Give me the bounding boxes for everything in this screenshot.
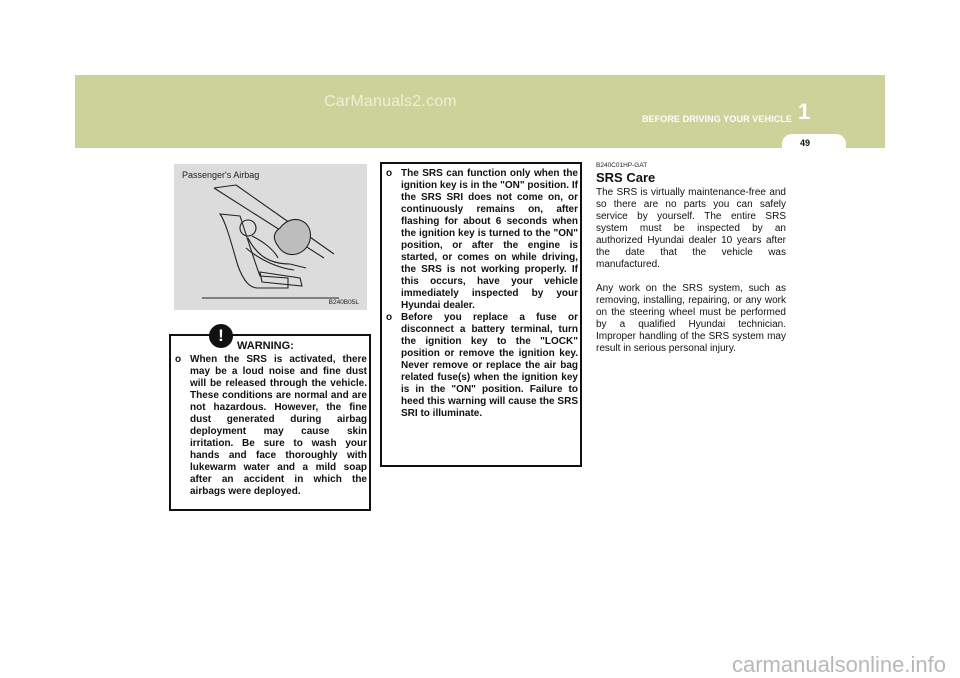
airbag-illustration xyxy=(174,164,367,310)
page-number: 49 xyxy=(799,138,810,148)
body-paragraph: The SRS is virtually maintenance-free and so there are no parts you can safely service by yourself. The entire SRS system must be inspected by an authorized Hyundai dealer 10 years after the date that the vehicle was manufactured. xyxy=(596,187,786,270)
notice-item xyxy=(386,168,578,312)
section-number: 1 xyxy=(798,99,811,124)
warning-item xyxy=(175,354,367,498)
notice-text: The SRS can function only when the ignition key is in the "ON" position. If the SRS SRI does not come on, or continuously remains on, after flashing for about 6 seconds when the ignition key is turned to the "ON" position, or after the engine is started, or comes on while driving, the SRS is not working properly. If this occurs, have your vehicle immediately inspected by your Hyundai dealer. xyxy=(401,168,578,311)
figure-code: B240B05L xyxy=(328,299,359,306)
body-paragraph: Any work on the SRS system, such as removing, installing, repairing, or any work on the steering wheel must be performed by a qualified Hyundai technician. Improper handling of the SRS system may result in serious personal injury. xyxy=(596,283,786,354)
warning-box xyxy=(169,326,371,511)
page-header-band xyxy=(75,75,885,148)
srs-notice-box xyxy=(380,162,582,467)
warning-text: When the SRS is activated, there may be a loud noise and fine dust will be released through the vehicle. These conditions are normal and are not hazardous. However, the fine dust generated during airbag deployment may cause skin irritation. Be sure to wash your hands and face thoroughly with lukewarm water and a mild soap after an accident in which the airbags were deployed. xyxy=(190,354,367,497)
exclamation-icon: ! xyxy=(209,324,233,348)
section-heading: SRS Care xyxy=(596,170,656,185)
srs-care-section xyxy=(596,162,786,355)
section-title: BEFORE DRIVING YOUR VEHICLE xyxy=(641,114,792,124)
figure-label: Passenger's Airbag xyxy=(182,170,260,180)
section-code: B240C01HP-GAT xyxy=(596,162,648,169)
bullet-marker: o xyxy=(175,354,182,365)
site-watermark-top[interactable]: CarManuals2.com xyxy=(324,93,457,110)
notice-item xyxy=(386,312,578,420)
bullet-marker: o xyxy=(386,168,393,179)
notice-text: Before you replace a fuse or disconnect a battery terminal, turn the ignition key to the "LOCK" position or remove the ignition key. Never remove or replace the air bag related fuse(s) when the ignition key is in the "ON" position. Failure to heed this warning will cause the SRS SRI to illuminate. xyxy=(401,312,578,419)
warning-title: WARNING: xyxy=(237,340,294,352)
bullet-marker: o xyxy=(386,312,393,323)
airbag-drawing xyxy=(174,164,367,310)
site-watermark-bottom[interactable]: carmanualsonline.info xyxy=(731,652,946,677)
